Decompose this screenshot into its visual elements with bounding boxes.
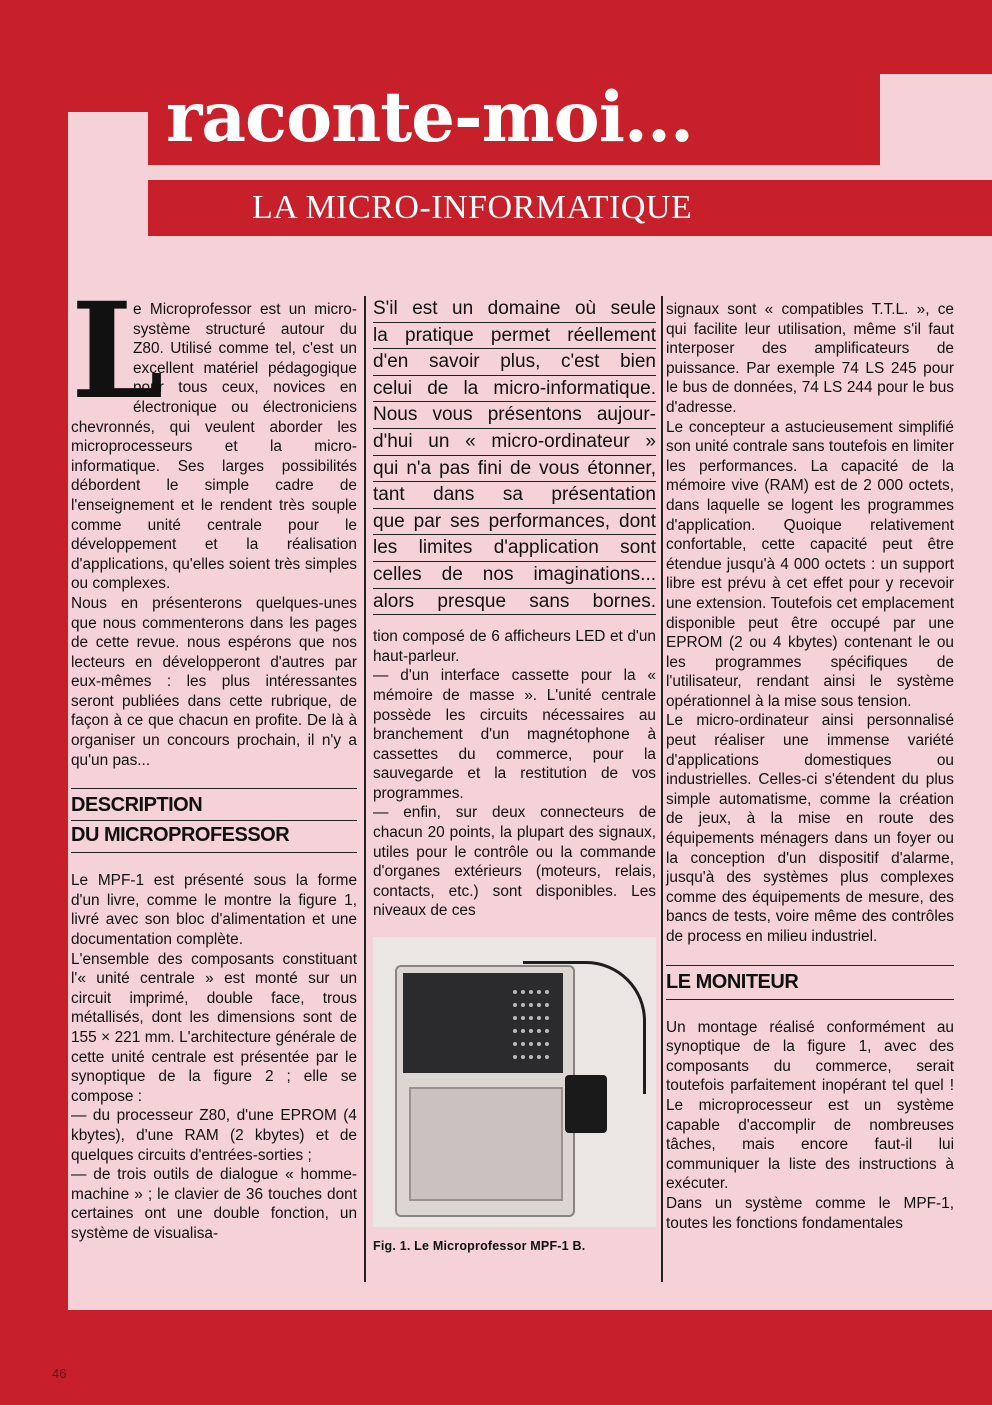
power-adapter bbox=[565, 1075, 607, 1133]
paragraph: Dans un système comme le MPF-1, toutes les fonctions fondamentales bbox=[666, 1194, 954, 1232]
column-3 bbox=[666, 300, 954, 1233]
section-heading-line: DU MICROPROFESSOR bbox=[71, 820, 357, 848]
figure-caption: Fig. 1. Le Microprofessor MPF-1 B. bbox=[373, 1239, 586, 1254]
intro-line: d'hui un « micro-ordinateur » bbox=[373, 429, 656, 456]
figure-1-photo bbox=[373, 937, 656, 1227]
paragraph: Le micro-ordinateur ainsi personnalisé peut réaliser une immense variété d'applications domestiques ou industrielles. Celles-ci s'étendent du plus simple automatisme, comme la création de jeux, à la mise en route des équipements ménagers dans un foyer ou la conception d'un dispositif d'alarme, jusqu'à des systèmes plus complexes comme des équipements de mesure, des bancs de tests, voire même des contrôles de process en milieu industriel. bbox=[666, 712, 954, 945]
intro-block bbox=[373, 296, 656, 615]
section-heading-description bbox=[71, 788, 357, 853]
paragraph: Nous en présenterons quelques-unes que nous commenterons dans les pages de cette revue. nous espérons que nos lecteurs en développeront d'autres par eux-mêmes : les plus intéressantes seront publiées dans cette rubrique, de façon à ce que chacun en profite. De là à organiser un concours prochain, il n'y a qu'un pas... bbox=[71, 594, 357, 769]
title-band bbox=[148, 72, 880, 165]
paragraph: Un montage réalisé conformément au synoptique de la figure 1, avec des composants du commerce, serait toutefois parfaitement inopérant tel quel ! Le microprocesseur est un système capable d'accomplir de nombreuses tâches, mais encore faut-il lui communiquer la liste des instructions à exécuter. bbox=[666, 1018, 954, 1193]
subtitle-band bbox=[148, 180, 992, 236]
intro-line: celui de la micro-informatique. bbox=[373, 376, 656, 403]
paragraph: — d'un interface cassette pour la « mémoire de masse ». L'unité centrale possède les circuits nécessaires au branchement d'un magnétophone à cassettes du commerce, pour la sauvegarde et la restitution de vos programmes. bbox=[373, 667, 656, 802]
paragraph: Le concepteur a astucieusement simplifié son unité contrale sans toutefois en limiter les performances. La capacité de la mémoire vive (RAM) est de 2 000 octets, dans laquelle se logent les programmes d'application. Quoique relativement confortable, cette capacité peut être étendue jusqu'à 4 000 octets : un support libre est prévu à cet effet pour y recevoir une extension. Toutefois cet emplacement disponible peut être occupé par une EPROM (2 ou 4 kbytes) contenant le ou les programmes spécifiques de l'utilisateur, rendant ainsi le système opérationnel à la mise sous tension. bbox=[666, 418, 954, 710]
column-divider bbox=[661, 296, 663, 1282]
section-heading-line: LE MONITEUR bbox=[666, 970, 799, 993]
column-divider bbox=[364, 296, 366, 1282]
title-side-bar bbox=[68, 74, 148, 112]
paragraph: Le MPF-1 est présenté sous la forme d'un livre, comme le montre la figure 1, livré avec son bloc d'alimentation et une documentation complète. bbox=[71, 872, 357, 949]
paragraph: L'ensemble des composants constituant l'« unité centrale » est monté sur un circuit imprimé, double face, trous métallisés, dont les dimensions sont de 155 × 221 mm. L'architecture générale de cette unité centrale est présentée par le synoptique de la figure 2 ; elle se compose : bbox=[71, 950, 357, 1105]
intro-line: qui n'a pas fini de vous étonner, bbox=[373, 456, 656, 483]
case-tray bbox=[409, 1087, 563, 1201]
intro-line: les limites d'application sont bbox=[373, 535, 656, 562]
paragraph: — enfin, sur deux connecteurs de chacun 20 points, la plupart des signaux, utiles pour le contrôle ou la commande d'organes extérieurs (moteurs, relais, contacts, etc.) sont disponibles. Les niveaux de ces bbox=[373, 804, 656, 920]
page-title: raconte-moi... bbox=[166, 77, 693, 158]
intro-line: alors presque sans bornes. bbox=[373, 589, 656, 616]
intro-line: tant dans sa présentation bbox=[373, 482, 656, 509]
intro-line: que par ses performances, dont bbox=[373, 509, 656, 536]
paragraph: tion composé de 6 afficheurs LED et d'un haut-parleur. bbox=[373, 628, 656, 665]
intro-line: celles de nos imaginations... bbox=[373, 562, 656, 589]
paragraph: signaux sont « compatibles T.T.L. », ce qui facilite leur utilisation, même s'il faut interposer des amplificateurs de puissance. Par exemple 74 LS 245 pour le bus de données, 74 LS 244 pour le bus d'adresse. bbox=[666, 301, 954, 416]
paragraph: — de trois outils de dialogue « homme-machine » ; le clavier de 36 touches dont certaines ont une double fonction, un système de visualisa- bbox=[71, 1166, 357, 1242]
section-heading-line: DESCRIPTION bbox=[71, 794, 203, 817]
page-subtitle: LA MICRO-INFORMATIQUE bbox=[252, 189, 693, 226]
intro-line: S'il est un domaine où seule bbox=[373, 296, 656, 323]
first-paragraph bbox=[71, 274, 357, 594]
drop-cap: L bbox=[71, 274, 164, 429]
page-number: 46 bbox=[52, 1366, 67, 1381]
intro-line: Nous vous présentons aujour- bbox=[373, 402, 656, 429]
column-2 bbox=[373, 296, 656, 1257]
column-1 bbox=[71, 274, 357, 1244]
intro-line: d'en savoir plus, c'est bien bbox=[373, 349, 656, 376]
intro-line: la pratique permet réellement bbox=[373, 323, 656, 350]
first-paragraph-text: e Microprofessor est un micro-système structuré autour du Z80. Utilisé comme tel, c'est un excellent matériel pédagogique pour tous ceux, novices en électronique ou électroniciens chevronnés, qui veulent aborder les microprocesseurs et la micro-informatique. Ses larges possibilités débordent le simple cadre de l'enseignement et le rendent très souple comme unité centrale pour le développement et la réalisation d'applications, qu'elles soient très simples ou complexes. bbox=[71, 301, 357, 593]
paragraph: — du processeur Z80, d'une EPROM (4 kbytes), d'une RAM (2 kbytes) et de quelques circuits d'entrées-sorties ; bbox=[71, 1107, 357, 1164]
section-heading-moniteur bbox=[666, 965, 954, 1000]
